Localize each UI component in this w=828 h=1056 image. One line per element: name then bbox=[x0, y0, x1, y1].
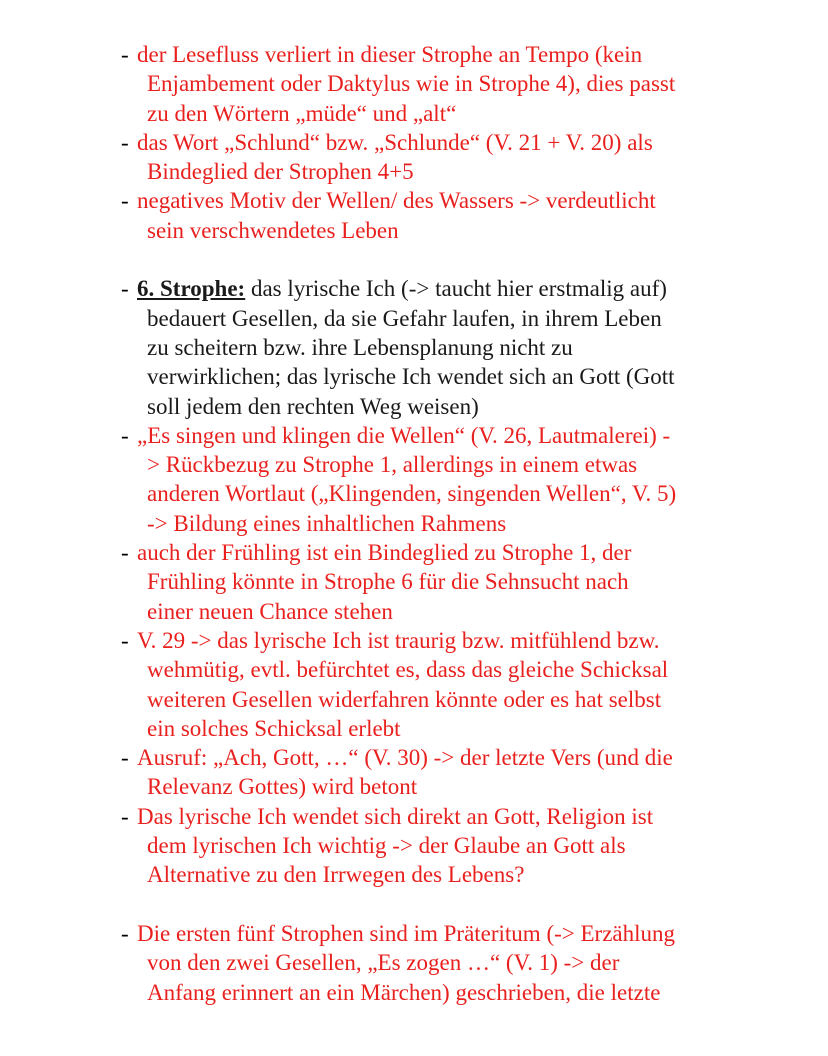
bullet-dash: - bbox=[121, 422, 129, 448]
text-line: Anfang erinnert an ein Märchen) geschrieben, die letzte bbox=[147, 979, 661, 1005]
text-line: wehmütig, evtl. befürchtet es, dass das gleiche Schicksal bbox=[147, 657, 669, 683]
text-line: negatives Motiv der Wellen/ des Wassers -> verdeutlicht bbox=[137, 188, 656, 214]
bullet-item-vers-29 bbox=[121, 626, 767, 743]
bullet-item-strophe-6 bbox=[121, 274, 767, 420]
text-line: „Es singen und klingen die Wellen“ (V. 26, Lautmalerei) - bbox=[137, 422, 671, 448]
text-line: Bindeglied der Strophen 4+5 bbox=[147, 159, 414, 185]
text-line: zu scheitern bzw. ihre Lebensplanung nicht zu bbox=[147, 334, 573, 360]
bullet-dash: - bbox=[121, 920, 129, 946]
text-line: Alternative zu den Irrwegen des Lebens? bbox=[147, 862, 525, 888]
text-line: einer neuen Chance stehen bbox=[147, 598, 393, 624]
text-line: Die ersten fünf Strophen sind im Präteritum (-> Erzählung bbox=[137, 920, 676, 946]
bullet-item-fruehling bbox=[121, 538, 767, 626]
text-line: dem lyrischen Ich wichtig -> der Glaube an Gott als bbox=[147, 833, 626, 859]
paragraph-gap bbox=[0, 245, 828, 274]
section-heading-colon: : bbox=[237, 276, 246, 302]
text-line: verwirklichen; das lyrische Ich wendet sich an Gott (Gott bbox=[147, 364, 675, 390]
section-heading: 6. Strophe bbox=[137, 276, 238, 302]
bullet-item-praeteritum bbox=[121, 919, 767, 1007]
text-line: soll jedem den rechten Weg weisen) bbox=[147, 393, 479, 419]
bullet-dash: - bbox=[121, 540, 129, 566]
bullet-item-religion bbox=[121, 802, 767, 890]
text-line: -> Bildung eines inhaltlichen Rahmens bbox=[147, 510, 507, 536]
text-line: V. 29 -> das lyrische Ich ist traurig bzw. mitfühlend bzw. bbox=[137, 627, 660, 653]
text-line: auch der Frühling ist ein Bindeglied zu Strophe 1, der bbox=[137, 540, 632, 566]
text-line: weiteren Gesellen widerfahren könnte oder es hat selbst bbox=[147, 686, 662, 712]
text-line: sein verschwendetes Leben bbox=[147, 217, 399, 243]
paragraph-gap bbox=[0, 890, 828, 919]
bullet-item-lesefluss bbox=[121, 40, 767, 128]
text-line: Frühling könnte in Strophe 6 für die Sehnsucht nach bbox=[147, 569, 629, 595]
text-line: Ausruf: „Ach, Gott, …“ (V. 30) -> der letzte Vers (und die bbox=[137, 745, 673, 771]
text-line: das Wort „Schlund“ bzw. „Schlunde“ (V. 21 + V. 20) als bbox=[137, 129, 653, 155]
bullet-dash: - bbox=[121, 276, 129, 302]
bullet-item-ausruf bbox=[121, 743, 767, 802]
text-fragment: das lyrische Ich (-> taucht hier erstmalig auf) bbox=[245, 276, 667, 302]
text-line: bedauert Gesellen, da sie Gefahr laufen, in ihrem Leben bbox=[147, 305, 662, 331]
document-page bbox=[0, 40, 828, 1007]
bullet-item-wellen-motiv bbox=[121, 186, 767, 245]
bullet-dash: - bbox=[121, 627, 129, 653]
text-line: der Lesefluss verliert in dieser Strophe an Tempo (kein bbox=[137, 42, 643, 67]
text-line: Das lyrische Ich wendet sich direkt an Gott, Religion ist bbox=[137, 803, 654, 829]
text-line: ein solches Schicksal erlebt bbox=[147, 715, 401, 741]
text-line: Relevanz Gottes) wird betont bbox=[147, 774, 418, 800]
bullet-dash: - bbox=[121, 745, 129, 771]
bullet-item-lautmalerei bbox=[121, 421, 767, 538]
text-line: Enjambement oder Daktylus wie in Strophe 4), dies passt bbox=[147, 71, 676, 97]
text-line: von den zwei Gesellen, „Es zogen …“ (V. 1) -> der bbox=[147, 950, 620, 976]
bullet-dash: - bbox=[121, 129, 129, 155]
bullet-item-schlund bbox=[121, 128, 767, 187]
text-line: zu den Wörtern „müde“ und „alt“ bbox=[147, 100, 457, 126]
bullet-dash: - bbox=[121, 42, 129, 67]
text-line: anderen Wortlaut („Klingenden, singenden Wellen“, V. 5) bbox=[147, 481, 677, 507]
bullet-dash: - bbox=[121, 803, 129, 829]
bullet-dash: - bbox=[121, 188, 129, 214]
text-line bbox=[137, 274, 767, 303]
text-line: > Rückbezug zu Strophe 1, allerdings in einem etwas bbox=[147, 452, 638, 478]
